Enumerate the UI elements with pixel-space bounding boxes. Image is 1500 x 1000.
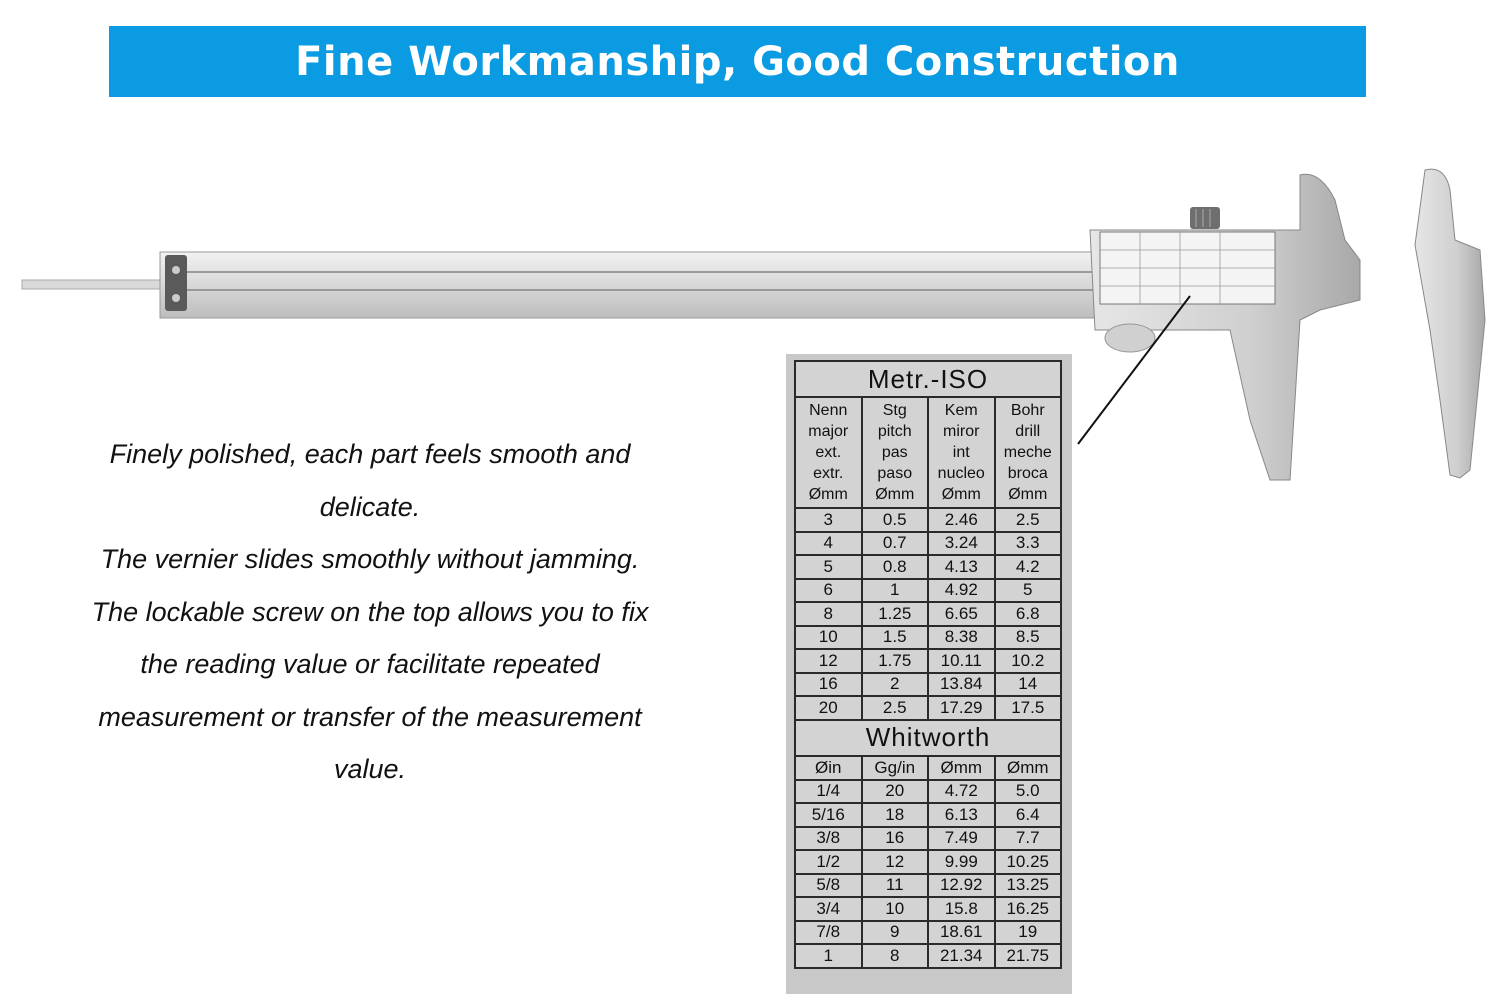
table-row: 8 1.25 6.65 6.8 [795,602,1061,626]
description-text [40,428,700,796]
table-row: 1/2 12 9.99 10.25 [795,850,1061,874]
description-line: The vernier slides smoothly without jamming. [100,544,640,574]
table-row: 6 1 4.92 5 [795,579,1061,603]
thread-table-label [786,354,1072,994]
metric-header-drill: Bohr drill meche broca Ømm [995,397,1062,508]
table-row: 1 8 21.34 21.75 [795,944,1061,968]
description-line: measurement or transfer of the measurement [98,701,642,732]
table-row: 20 2.5 17.29 17.5 [795,696,1061,720]
description-line: The lockable screw on the top allows you to fix [91,596,649,627]
table-row: 3/4 10 15.8 16.25 [795,897,1061,921]
description-line: the reading value or facilitate repeated [140,649,600,679]
metric-header-core: Kem miror int nucleo Ømm [928,397,995,508]
table-row: 7/8 9 18.61 19 [795,921,1061,945]
table-row: 12 1.75 10.11 10.2 [795,649,1061,673]
table-row: 16 2 13.84 14 [795,673,1061,697]
banner-title: Fine Workmanship, Good Construction [295,38,1180,85]
table-row: 3/8 16 7.49 7.7 [795,827,1061,851]
whitworth-header-row: Øin Gg/in Ømm Ømm [795,756,1061,780]
table-row: 5 0.8 4.13 4.2 [795,555,1061,579]
table-row: 5/16 18 6.13 6.4 [795,803,1061,827]
metric-header-nominal: Nenn major ext. extr. Ømm [795,397,862,508]
table-row: 10 1.5 8.38 8.5 [795,626,1061,650]
table-row: 4 0.7 3.24 3.3 [795,532,1061,556]
description-line: Finely polished, each part feels smooth and [109,439,631,469]
whitworth-section-title: Whitworth [795,720,1061,756]
title-banner [109,26,1366,97]
description-line: delicate. [319,491,421,522]
metric-section-title: Metr.-ISO [795,361,1061,397]
thread-table [794,360,1062,969]
metric-header-pitch: Stg pitch pas paso Ømm [862,397,929,508]
table-row: 1/4 20 4.72 5.0 [795,780,1061,804]
table-row: 3 0.5 2.46 2.5 [795,508,1061,532]
description-line: value. [333,754,407,784]
table-row: 5/8 11 12.92 13.25 [795,874,1061,898]
